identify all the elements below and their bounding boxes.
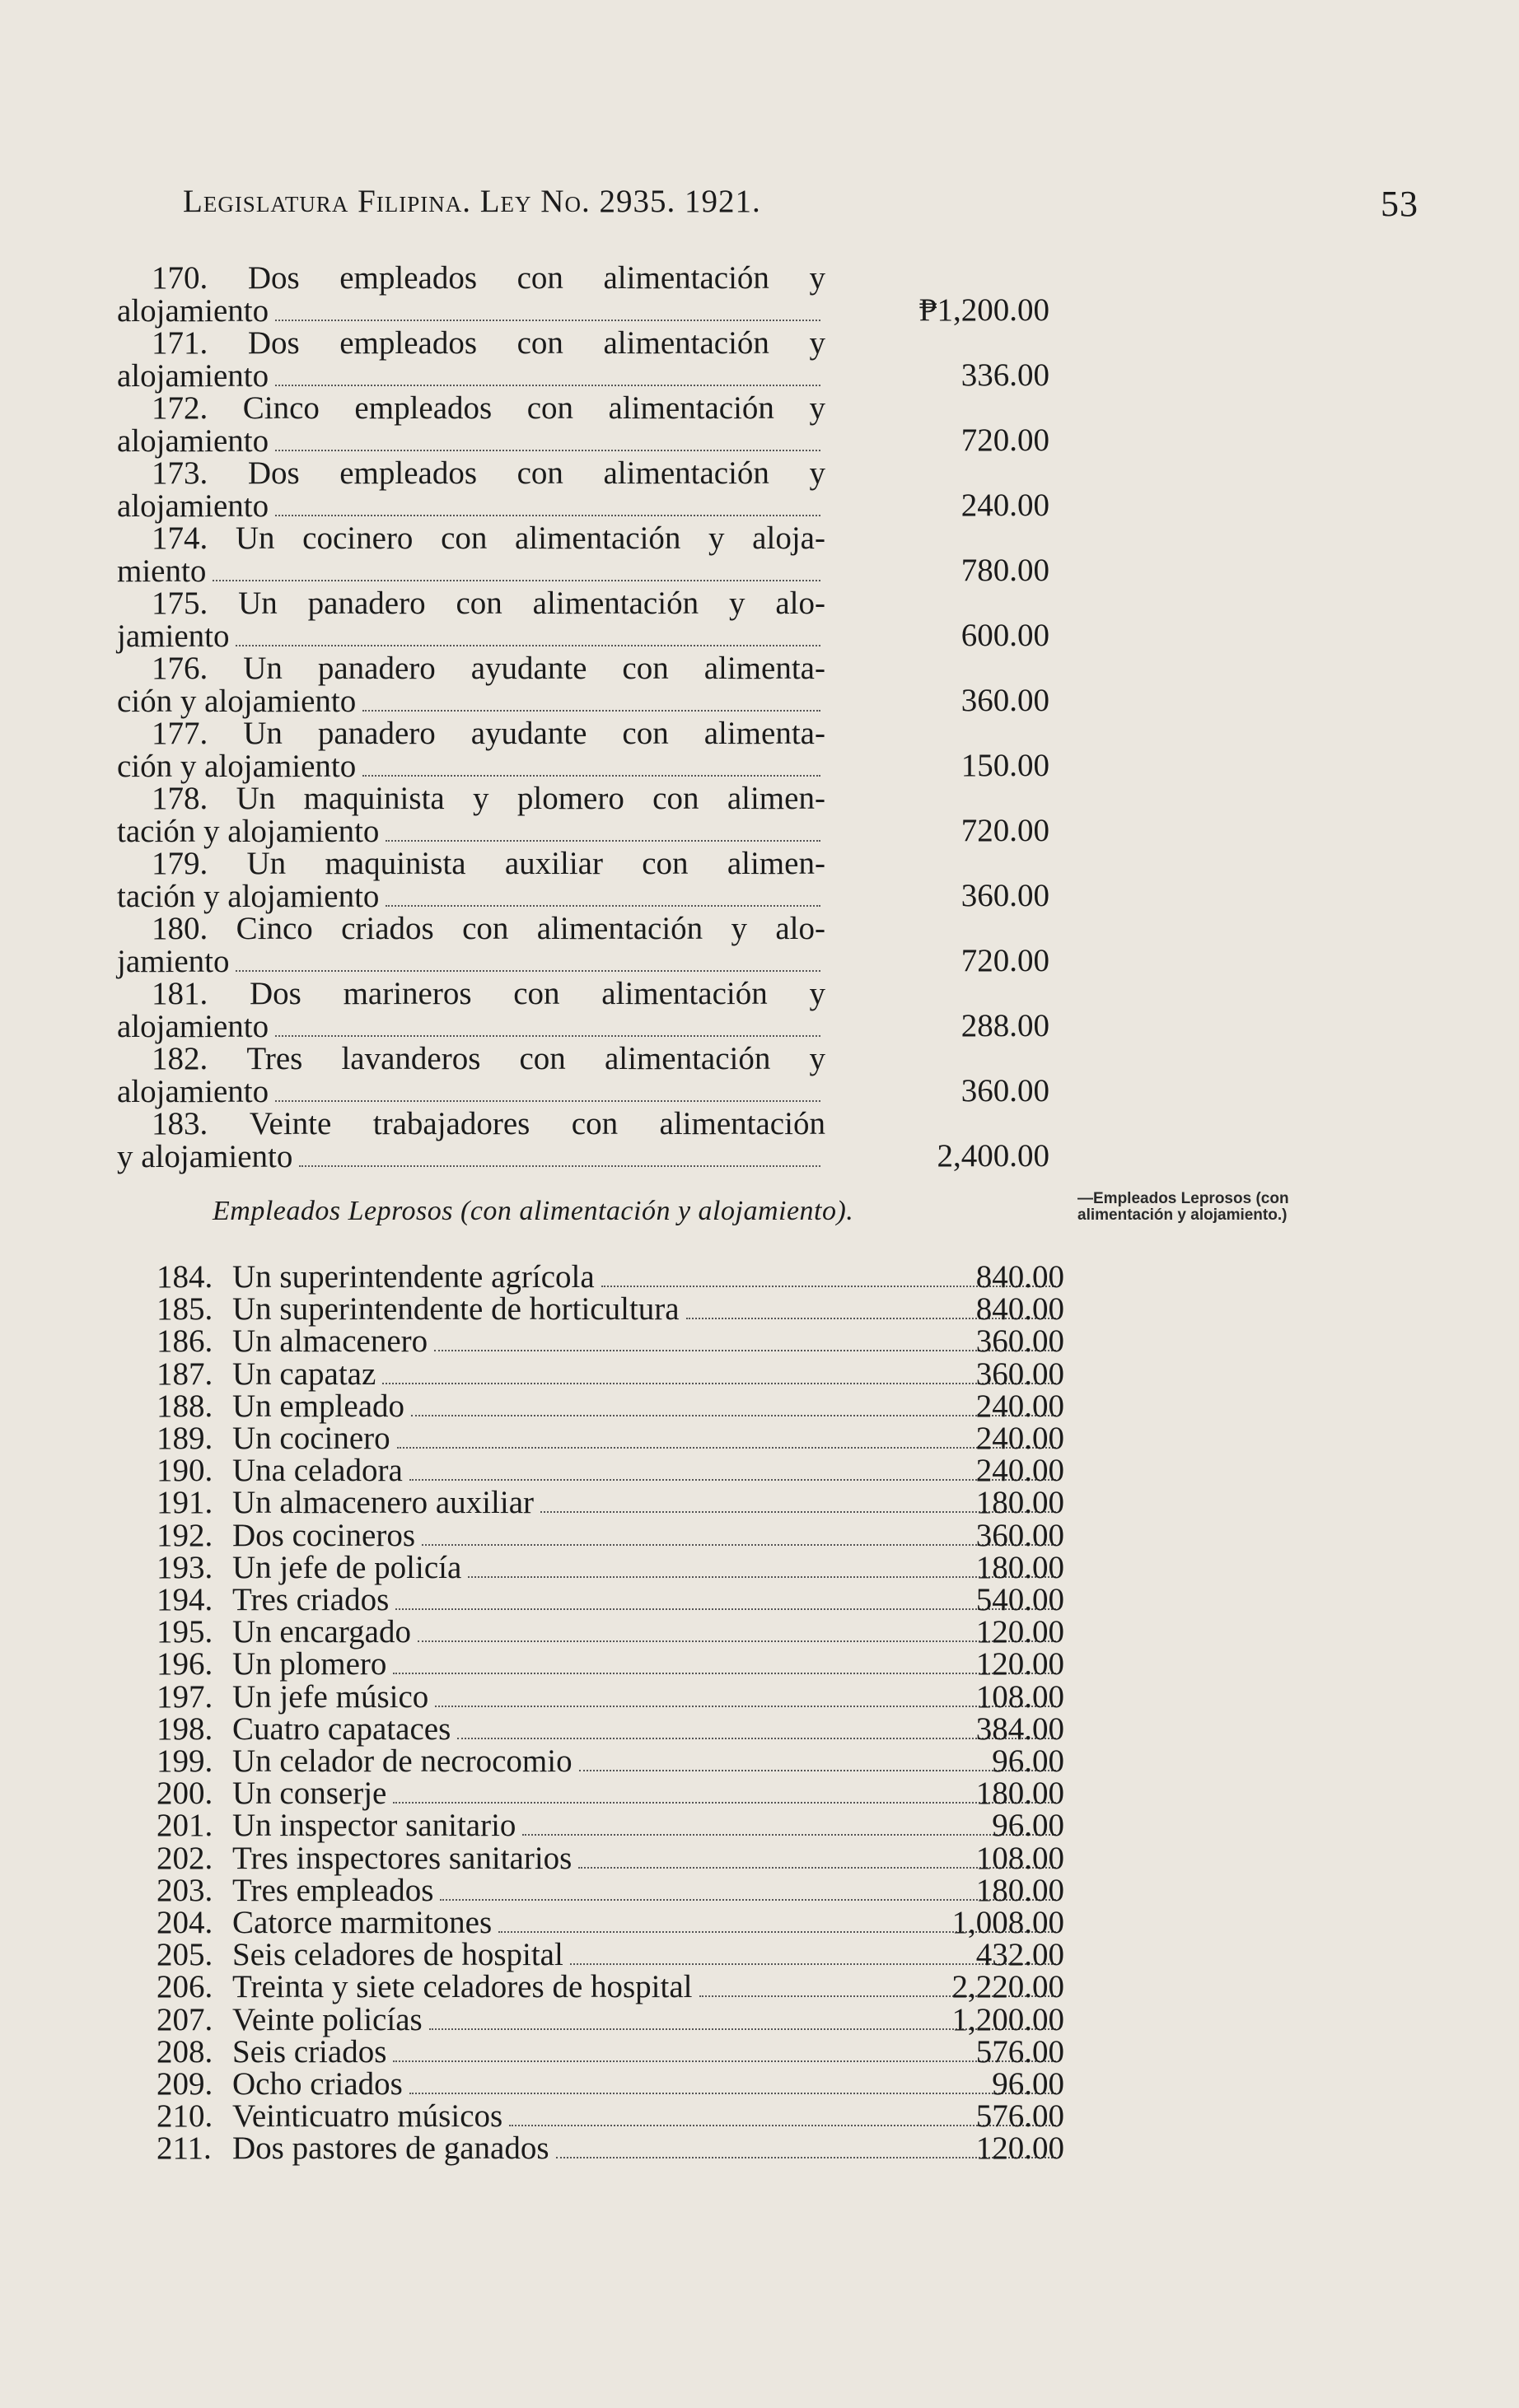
appropriation-entry xyxy=(157,2033,1071,2070)
appropriation-entry xyxy=(117,327,1064,394)
item-description-word: Un xyxy=(243,651,283,686)
item-number: 173. xyxy=(152,455,208,491)
item-description-word: y xyxy=(708,520,725,556)
item-number: 188. xyxy=(157,1388,213,1424)
item-number: 196. xyxy=(157,1646,213,1682)
item-description-word: cocinero xyxy=(302,520,414,556)
item-number: 178. xyxy=(152,781,208,816)
item-amount: 336.00 xyxy=(960,357,1049,393)
item-description-word: empleados xyxy=(339,455,478,491)
appropriation-entry xyxy=(117,912,1064,979)
item-number: 205. xyxy=(157,1937,213,1973)
appropriation-entry xyxy=(117,782,1064,849)
item-amount: 96.00 xyxy=(992,2066,1064,2102)
item-description-word: maquinista xyxy=(303,781,445,816)
item-description: Un superintendente de horticultura xyxy=(232,1291,680,1328)
item-number: 210. xyxy=(157,2098,213,2135)
item-description-word: plomero xyxy=(516,781,624,816)
item-description-continued: tación y alojamiento xyxy=(117,814,380,849)
dot-leader xyxy=(275,1099,820,1102)
item-description-word: con xyxy=(519,1041,566,1076)
appropriation-entry xyxy=(157,1743,1071,1779)
appropriation-entry xyxy=(157,1356,1071,1392)
appropriation-entry xyxy=(157,1645,1071,1682)
appropriation-entry xyxy=(117,1108,1064,1174)
appropriation-entry xyxy=(157,1872,1071,1908)
appropriation-entry xyxy=(157,1323,1071,1360)
item-number: 179. xyxy=(152,846,208,881)
item-number: 192. xyxy=(157,1517,213,1553)
item-amount: 108.00 xyxy=(975,1840,1064,1876)
dot-leader xyxy=(236,969,820,972)
item-amount: 96.00 xyxy=(992,1808,1064,1844)
item-number: 209. xyxy=(157,2066,213,2102)
item-number: 197. xyxy=(157,1678,213,1715)
item-description-word: panadero xyxy=(307,586,426,621)
item-number: 182. xyxy=(152,1041,208,1076)
item-description-word: auxiliar xyxy=(504,846,603,881)
item-description-continued: alojamiento xyxy=(117,293,269,329)
item-description-continued: alojamiento xyxy=(117,1009,269,1044)
item-description: Veinticuatro músicos xyxy=(232,2098,503,2135)
dot-leader xyxy=(275,514,820,516)
item-description: Dos cocineros xyxy=(232,1517,416,1553)
item-number: 207. xyxy=(157,2001,213,2037)
item-description-continued: ción y alojamiento xyxy=(117,749,357,784)
item-amount: 240.00 xyxy=(975,1421,1064,1456)
item-description-word: alimen- xyxy=(727,846,825,881)
item-description-word: Dos xyxy=(249,976,301,1011)
item-description-word: con xyxy=(516,325,563,361)
item-amount: 108.00 xyxy=(975,1678,1064,1715)
item-amount: 150.00 xyxy=(960,748,1049,783)
item-number: 180. xyxy=(152,911,208,946)
appropriation-entry xyxy=(157,1613,1071,1650)
item-number: 175. xyxy=(152,586,208,621)
item-amount: 840.00 xyxy=(975,1291,1064,1328)
appropriation-entry xyxy=(157,1420,1071,1456)
appropriation-entry xyxy=(117,652,1064,719)
appropriation-entry xyxy=(157,1710,1071,1747)
item-description-word: con xyxy=(456,586,502,621)
appropriation-entry xyxy=(117,522,1064,589)
item-description-word: alimentación xyxy=(608,390,774,426)
item-number: 174. xyxy=(152,520,208,556)
item-number: 211. xyxy=(157,2130,212,2167)
item-description-word: y xyxy=(809,976,825,1011)
item-amount: 720.00 xyxy=(960,943,1049,978)
appropriation-entry xyxy=(157,1840,1071,1876)
appropriation-entry xyxy=(117,978,1064,1044)
dot-leader xyxy=(275,1034,820,1037)
item-amount: 180.00 xyxy=(975,1872,1064,1908)
item-description-word: empleados xyxy=(339,260,478,296)
appropriation-entry xyxy=(157,1484,1071,1521)
item-amount: 240.00 xyxy=(975,1388,1064,1424)
item-amount: 780.00 xyxy=(960,553,1049,588)
item-amount: 360.00 xyxy=(960,1073,1049,1108)
item-description-word: empleados xyxy=(354,390,493,426)
item-amount: 360.00 xyxy=(975,1323,1064,1360)
item-number: 185. xyxy=(157,1291,213,1328)
item-description-continued: alojamiento xyxy=(117,423,269,459)
item-amount: 288.00 xyxy=(960,1008,1049,1043)
item-description-word: con xyxy=(622,716,669,751)
running-header xyxy=(183,183,1419,232)
item-description: Un plomero xyxy=(232,1646,387,1682)
item-description: Tres criados xyxy=(232,1582,390,1617)
item-description: Dos pastores de ganados xyxy=(232,2130,549,2167)
item-description-word: Cinco xyxy=(236,911,313,946)
item-description-word: Tres xyxy=(246,1041,303,1076)
item-description-word: panadero xyxy=(317,716,436,751)
item-amount: 120.00 xyxy=(975,2130,1064,2167)
item-description-word: y xyxy=(809,260,825,296)
item-number: 208. xyxy=(157,2033,213,2070)
item-amount: 240.00 xyxy=(975,1453,1064,1489)
page-number: 53 xyxy=(1381,184,1419,224)
item-description-word: Un xyxy=(236,781,276,816)
item-amount: 180.00 xyxy=(975,1549,1064,1585)
item-description-word: alimentación xyxy=(532,586,699,621)
item-description-word: Veinte xyxy=(249,1106,332,1141)
appropriation-entry xyxy=(157,2130,1071,2167)
item-description: Un capataz xyxy=(232,1356,376,1392)
item-description-word: alo- xyxy=(775,586,825,621)
item-amount: 576.00 xyxy=(975,2033,1064,2070)
item-description-word: alimentación xyxy=(603,260,769,296)
item-number: 203. xyxy=(157,1872,213,1908)
item-description-continued: tación y alojamiento xyxy=(117,879,380,914)
item-description: Un conserje xyxy=(232,1776,387,1812)
item-description: Seis criados xyxy=(232,2033,387,2070)
item-description-word: y xyxy=(473,781,489,816)
item-description-word: lavanderos xyxy=(341,1041,481,1076)
margin-note: —Empleados Leprosos (con alimentación y alojamiento.) xyxy=(1077,1190,1289,1224)
item-description: Un jefe músico xyxy=(232,1678,429,1715)
item-number: 202. xyxy=(157,1840,213,1876)
item-number: 183. xyxy=(152,1106,208,1141)
item-description-word: Un xyxy=(235,520,275,556)
item-description: Treinta y siete celadores de hospital xyxy=(232,1969,693,2005)
item-number: 170. xyxy=(152,260,208,296)
item-description-word: alimentación xyxy=(601,976,768,1011)
appropriation-entry xyxy=(117,587,1064,654)
item-amount: 540.00 xyxy=(975,1582,1064,1617)
item-description: Seis celadores de hospital xyxy=(232,1937,563,1973)
item-description: Un empleado xyxy=(232,1388,405,1424)
item-number: 204. xyxy=(157,1905,213,1940)
item-description-word: alimentación xyxy=(536,911,703,946)
item-number: 187. xyxy=(157,1356,213,1392)
item-description-word: y xyxy=(728,586,745,621)
dot-leader xyxy=(275,449,820,451)
item-description-word: alimen- xyxy=(727,781,825,816)
item-description: Un cocinero xyxy=(232,1421,390,1456)
appropriation-entry xyxy=(157,1775,1071,1812)
item-amount: 2,220.00 xyxy=(951,1969,1064,2005)
appropriation-entry xyxy=(157,1936,1071,1973)
item-description-word: alimentación xyxy=(603,325,769,361)
item-description: Un almacenero xyxy=(232,1323,428,1360)
item-amount: 576.00 xyxy=(975,2098,1064,2135)
item-number: 193. xyxy=(157,1549,213,1585)
item-description: Un celador de necrocomio xyxy=(232,1743,573,1779)
item-amount: 720.00 xyxy=(960,422,1049,458)
dot-leader xyxy=(386,839,820,842)
item-description-continued: miento xyxy=(117,553,207,589)
section-heading: Empleados Leprosos (con alimentación y alojamiento). xyxy=(213,1196,854,1226)
dot-leader xyxy=(362,774,820,777)
item-description-word: con xyxy=(571,1106,619,1141)
item-description-word: con xyxy=(622,651,669,686)
item-description-word: y xyxy=(809,1041,825,1076)
item-description-word: con xyxy=(526,390,574,426)
item-description-word: y xyxy=(731,911,747,946)
item-description: Un inspector sanitario xyxy=(232,1808,516,1844)
item-description-word: marineros xyxy=(343,976,472,1011)
dot-leader xyxy=(386,904,820,907)
dot-leader xyxy=(275,319,820,321)
appropriation-entry xyxy=(157,1388,1071,1424)
item-description-continued: alojamiento xyxy=(117,1074,269,1109)
item-description-continued: y alojamiento xyxy=(117,1139,293,1174)
appropriation-entry xyxy=(157,1968,1071,2005)
item-amount: 240.00 xyxy=(960,488,1049,523)
dot-leader xyxy=(275,384,820,386)
item-amount: 360.00 xyxy=(960,683,1049,718)
item-description-word: ayudante xyxy=(470,716,587,751)
item-description-word: alo- xyxy=(775,911,825,946)
item-description-word: con xyxy=(462,911,509,946)
appropriation-entry xyxy=(117,847,1064,914)
item-description-word: alimentación xyxy=(659,1106,825,1141)
item-description-word: ayudante xyxy=(470,651,587,686)
appropriation-entry xyxy=(117,457,1064,524)
appropriation-entry xyxy=(157,1290,1071,1328)
item-description-word: alimentación xyxy=(515,520,681,556)
item-amount: 432.00 xyxy=(975,1937,1064,1973)
appropriation-entry xyxy=(157,2065,1071,2102)
item-description-word: con xyxy=(652,781,699,816)
item-number: 181. xyxy=(152,976,208,1011)
item-amount: ₱1,200.00 xyxy=(918,292,1049,328)
item-number: 194. xyxy=(157,1582,213,1617)
item-description-continued: ción y alojamiento xyxy=(117,684,357,719)
item-number: 201. xyxy=(157,1808,213,1844)
running-title: Legislatura Filipina. Ley No. 2935. 1921. xyxy=(183,184,761,219)
appropriation-entry xyxy=(157,1452,1071,1489)
dot-leader xyxy=(362,709,820,712)
item-amount: 384.00 xyxy=(975,1710,1064,1747)
item-description-word: con xyxy=(516,455,563,491)
appropriation-entry xyxy=(117,262,1064,329)
item-description-word: Dos xyxy=(247,455,300,491)
item-number: 177. xyxy=(152,716,208,751)
item-description: Catorce marmitones xyxy=(232,1905,493,1940)
appropriation-entry xyxy=(157,2098,1071,2135)
item-description: Un superintendente agrícola xyxy=(232,1259,595,1295)
item-number: 176. xyxy=(152,651,208,686)
item-description: Tres empleados xyxy=(232,1872,434,1908)
item-amount: 1,200.00 xyxy=(951,2001,1064,2037)
appropriation-entry xyxy=(157,1678,1071,1715)
item-description-word: alimentación xyxy=(604,1041,771,1076)
item-description-word: panadero xyxy=(317,651,436,686)
item-description-word: empleados xyxy=(339,325,478,361)
item-description: Un almacenero auxiliar xyxy=(232,1485,534,1521)
item-description: Tres inspectores sanitarios xyxy=(232,1840,573,1876)
item-amount: 720.00 xyxy=(960,813,1049,848)
dot-leader xyxy=(213,579,820,581)
item-description-word: y xyxy=(809,455,825,491)
appropriation-entry xyxy=(157,1807,1071,1844)
item-amount: 180.00 xyxy=(975,1776,1064,1812)
item-description-continued: alojamiento xyxy=(117,358,269,394)
item-description-word: y xyxy=(809,325,825,361)
item-amount: 180.00 xyxy=(975,1485,1064,1521)
item-number: 190. xyxy=(157,1453,213,1489)
appropriation-entry xyxy=(157,1581,1071,1617)
item-description-word: Un xyxy=(246,846,287,881)
item-description: Un jefe de policía xyxy=(232,1549,462,1585)
item-number: 199. xyxy=(157,1743,213,1779)
item-amount: 1,008.00 xyxy=(951,1905,1064,1940)
item-amount: 2,400.00 xyxy=(937,1138,1049,1174)
item-amount: 360.00 xyxy=(975,1356,1064,1392)
item-description: Una celadora xyxy=(232,1453,403,1489)
appropriation-entry xyxy=(157,1258,1071,1295)
item-description-word: alimenta- xyxy=(703,651,825,686)
appropriation-entry xyxy=(157,1517,1071,1553)
item-description-word: trabajadores xyxy=(372,1106,530,1141)
appropriation-entry xyxy=(157,1904,1071,1940)
item-number: 198. xyxy=(157,1710,213,1747)
item-description-word: y xyxy=(809,390,825,426)
item-description-word: criados xyxy=(341,911,434,946)
item-amount: 360.00 xyxy=(975,1517,1064,1553)
item-description-word: con xyxy=(441,520,488,556)
item-number: 184. xyxy=(157,1259,213,1295)
item-description-word: con xyxy=(516,260,563,296)
appropriation-entry xyxy=(157,1549,1071,1585)
item-description-word: con xyxy=(513,976,560,1011)
item-amount: 840.00 xyxy=(975,1259,1064,1295)
item-description-word: con xyxy=(642,846,689,881)
item-amount: 360.00 xyxy=(960,878,1049,913)
dot-leader xyxy=(236,644,820,646)
item-amount: 96.00 xyxy=(992,1743,1064,1779)
item-number: 189. xyxy=(157,1421,213,1456)
appropriation-entry xyxy=(117,717,1064,784)
item-description: Cuatro capataces xyxy=(232,1710,451,1747)
appropriation-entry xyxy=(117,392,1064,459)
item-description-word: maquinista xyxy=(325,846,466,881)
item-description-word: aloja- xyxy=(752,520,825,556)
item-description: Veinte policías xyxy=(232,2001,423,2037)
item-number: 171. xyxy=(152,325,208,361)
appropriation-entry xyxy=(157,2001,1071,2037)
item-number: 191. xyxy=(157,1485,213,1521)
item-description-word: alimenta- xyxy=(703,716,825,751)
item-number: 206. xyxy=(157,1969,213,2005)
item-amount: 600.00 xyxy=(960,618,1049,653)
item-description-word: Dos xyxy=(247,260,300,296)
item-description-continued: alojamiento xyxy=(117,488,269,524)
appropriation-entry xyxy=(117,1043,1064,1109)
item-amount: 120.00 xyxy=(975,1646,1064,1682)
item-description-word: Un xyxy=(238,586,278,621)
item-description-word: Cinco xyxy=(242,390,320,426)
dot-leader xyxy=(299,1164,820,1167)
item-description-word: Dos xyxy=(247,325,300,361)
item-description-word: Un xyxy=(243,716,283,751)
item-description-word: alimentación xyxy=(603,455,769,491)
item-number: 195. xyxy=(157,1614,213,1650)
item-description: Ocho criados xyxy=(232,2066,403,2102)
item-number: 186. xyxy=(157,1323,213,1360)
item-amount: 120.00 xyxy=(975,1614,1064,1650)
item-description: Un encargado xyxy=(232,1614,411,1650)
item-number: 200. xyxy=(157,1776,213,1812)
item-number: 172. xyxy=(152,390,208,426)
item-description-continued: jamiento xyxy=(117,944,230,979)
item-description-continued: jamiento xyxy=(117,618,230,654)
